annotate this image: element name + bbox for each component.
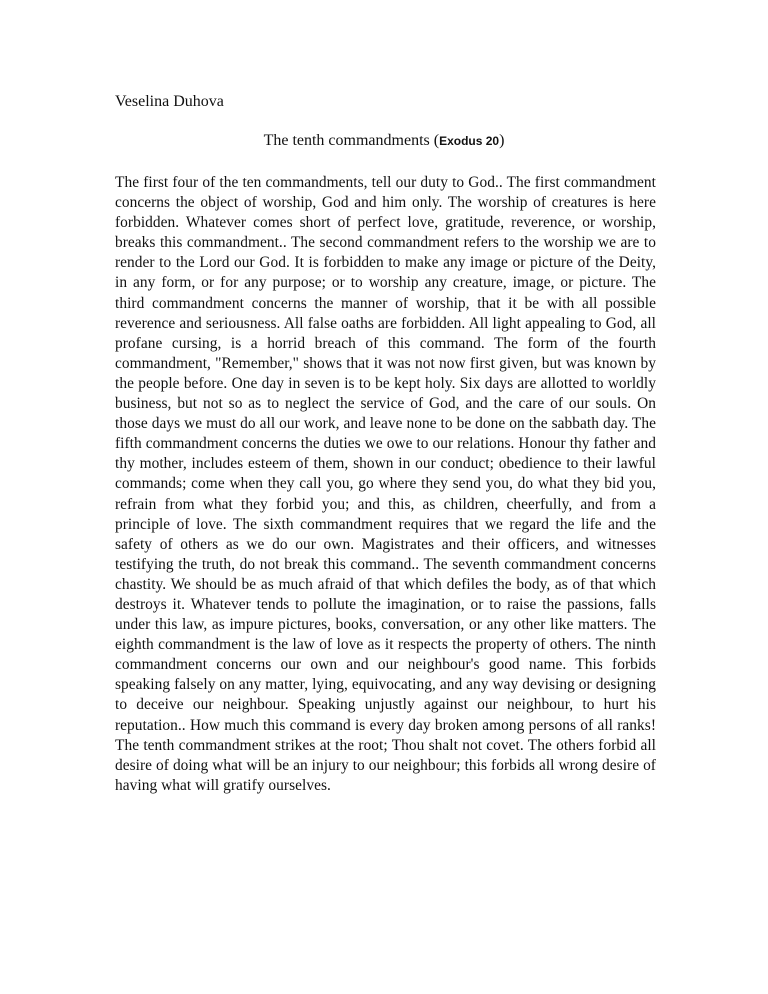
title-close: ) <box>499 132 505 149</box>
body-paragraph: The first four of the ten commandments, tell our duty to God.. The first commandment concerns the object of worship, God and him only. The worship of creatures is here forbidden. Whatever comes short of perfect love, gratitude, reverence, or worship, breaks this commandment.. The second commandment refers to the worship we are to render to the Lord our God. It is forbidden to make any image or picture of the Deity, in any form, or for any purpose; or to worship any creature, image, or picture. The third commandment concerns the manner of worship, that it be with all possible reverence and seriousness. All false oaths are forbidden. All light appealing to God, all profane cursing, is a horrid breach of this command. The form of the fourth commandment, "Remember," shows that it was not now first given, but was known by the people before. One day in seven is to be kept holy. Six days are allotted to worldly business, but not so as to neglect the service of God, and the care of our souls. On those days we must do all our work, and leave none to be done on the sabbath day. The fifth commandment concerns the duties we owe to our relations. Honour thy father and thy mother, includes esteem of them, shown in our conduct; obedience to their lawful commands; come when they call you, go where they send you, do what they bid you, refrain from what they forbid you; and this, as children, cheerfully, and from a principle of love. The sixth commandment requires that we regard the life and the safety of others as we do our own. Magistrates and their officers, and witnesses testifying the truth, do not break this command.. The seventh commandment concerns chastity. We should be as much afraid of that which defiles the body, as of that which destroys it. Whatever tends to pollute the imagination, or to raise the passions, falls under this law, as impure pictures, books, conversation, or any other like matters. The eighth commandment is the law of love as it respects the property of others. The ninth commandment concerns our own and our neighbour's good name. This forbids speaking falsely on any matter, lying, equivocating, and any way devising or designing to deceive our neighbour. Speaking unjustly against our neighbour, to hurt his reputation.. How much this command is every day broken among persons of all ranks! The tenth commandment strikes at the root; Thou shalt not covet. The others forbid all desire of doing what will be an injury to our neighbour; this forbids all wrong desire of having what will gratify ourselves. <box>115 174 656 794</box>
document-title <box>0 131 768 151</box>
title-text: The tenth commandments ( <box>263 132 440 149</box>
title-reference: Exodus 20 <box>439 134 500 148</box>
author-name: Veselina Duhova <box>115 93 224 110</box>
